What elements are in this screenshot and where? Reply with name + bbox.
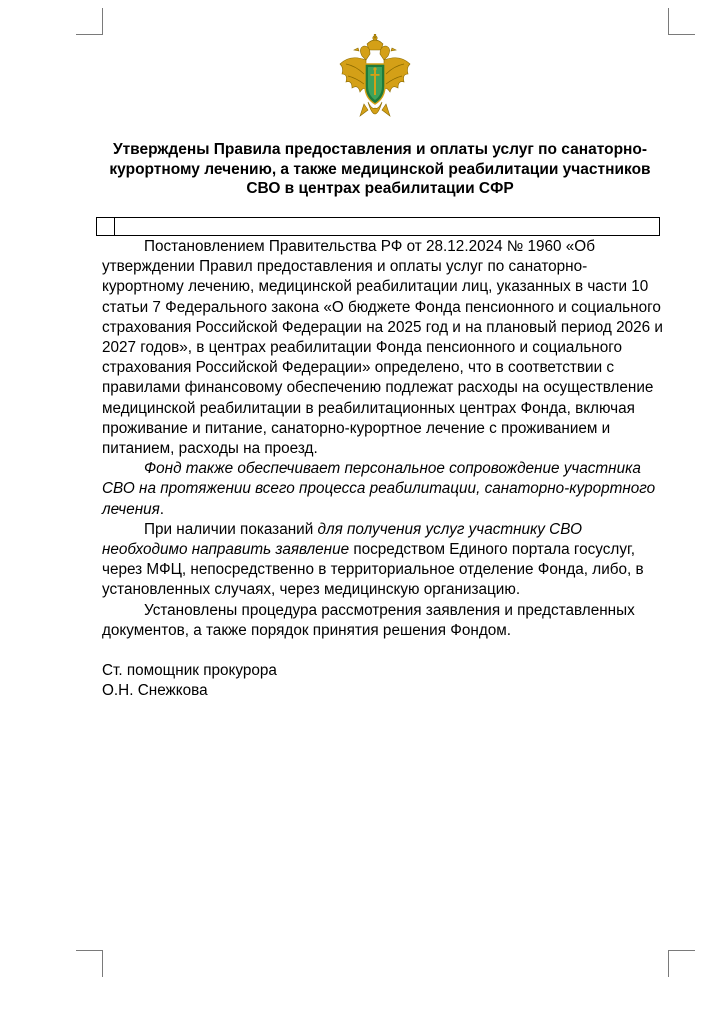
paragraph-application <box>102 520 668 601</box>
signature-position: Ст. помощник прокурора <box>102 662 277 680</box>
paragraph-application-italic: для получения услуг участнику СВО необходимо направить заявление <box>102 520 582 559</box>
paragraph-resolution: Постановлением Правительства РФ от 28.12.2024 № 1960 «Об утверждении Правил предоставления и оплаты услуг по санаторно-курортному лечению, медицинской реабилитации лиц, указанных в части 10 статьи 7 Федерального закона «О бюджете Фонда пенсионного и социального страхования Российской Федерации на 2025 год и на плановый период 2026 и 2027 годов», в центрах реабилитации Фонда пенсионного и социального страхования Российской Федерации» определено, что в соответствии с правилами финансовому обеспечению подлежат расходы на осуществление медицинской реабилитации в реабилитационных центрах Фонда, включая проживание и питание, санаторно-курортное лечение с проживанием и питанием, расходы на проезд. <box>102 238 663 458</box>
signature-block <box>102 661 668 701</box>
paragraph-application-end: посредством Единого портала госуслуг, через МФЦ, непосредственно в территориальное отделение Фонда, либо, в установленных случаях, через медицинскую организацию. <box>102 541 644 599</box>
paragraph-fund-support-italic: Фонд также обеспечивает персональное сопровождение участника СВО на протяжении всего процесса реабилитации, санаторно-курортного лечения <box>102 460 656 518</box>
paragraph-application-start: При наличии показаний <box>144 520 318 538</box>
crop-mark-top-left <box>76 8 103 35</box>
paragraph-fund-support <box>102 459 668 520</box>
signature-name: О.Н. Снежкова <box>102 682 208 700</box>
crop-mark-bottom-left <box>76 950 103 977</box>
header-table-strip <box>96 217 660 236</box>
paragraph-fund-support-end: . <box>159 500 165 518</box>
crop-mark-top-right <box>668 8 695 35</box>
document-title: Утверждены Правила предоставления и оплаты услуг по санаторно-курортному лечению, а также медицинской реабилитации участников СВО в центрах реабилитации СФР <box>109 141 651 197</box>
paragraph-procedure: Установлены процедура рассмотрения заявления и представленных документов, а также порядок принятия решения Фондом. <box>102 601 635 639</box>
prosecutor-emblem-icon <box>336 34 414 130</box>
document-body <box>102 237 668 701</box>
header-table-cell <box>97 218 115 235</box>
crop-mark-bottom-right <box>668 950 695 977</box>
